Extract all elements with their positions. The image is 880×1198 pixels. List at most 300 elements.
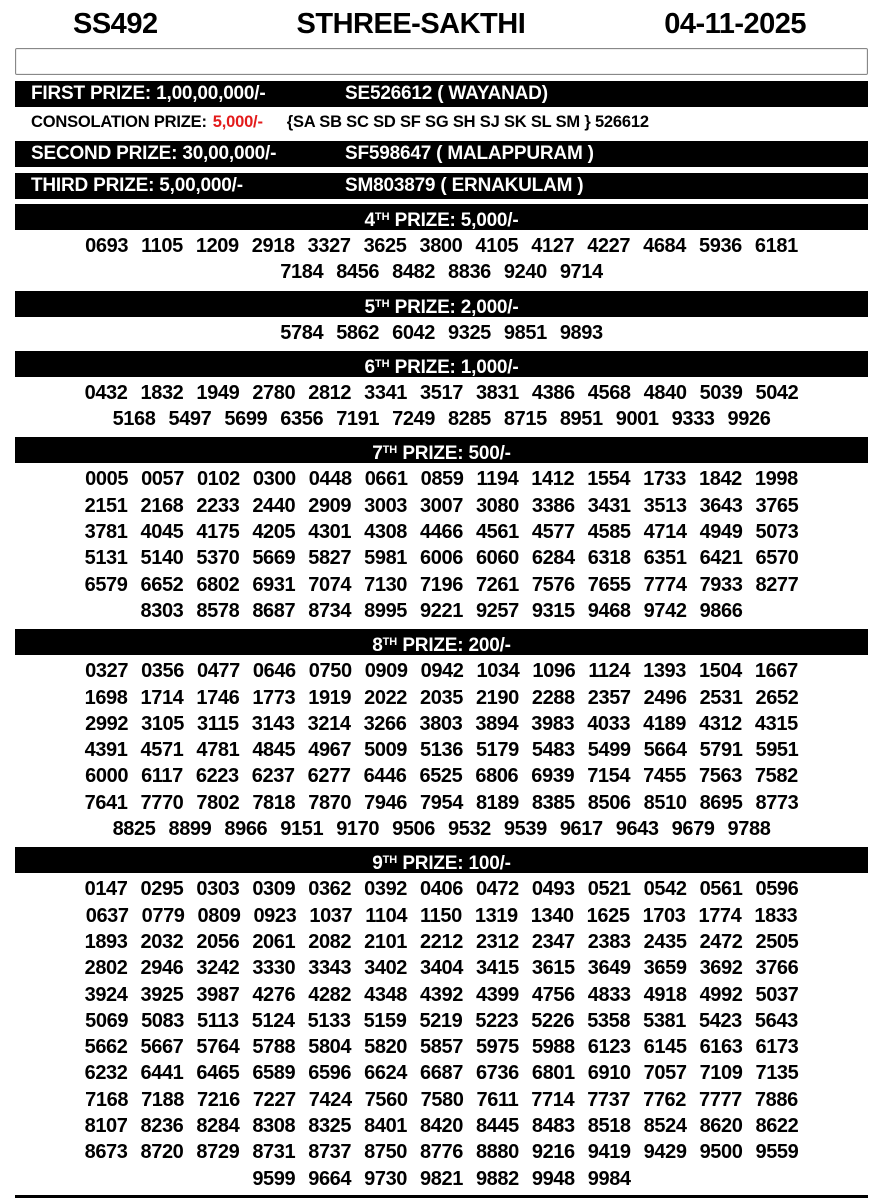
prize-number: 4308	[364, 521, 408, 544]
prize-number: 9539	[503, 818, 547, 841]
prize-number: 1105	[141, 235, 183, 257]
prize-number: 2472	[699, 930, 743, 953]
prize-number: 3659	[643, 957, 687, 980]
prize-number: 3415	[475, 957, 519, 980]
prize-number: 3343	[308, 957, 352, 980]
number-row	[15, 982, 868, 1008]
prize-number: 7714	[531, 1088, 575, 1111]
prize-number: 2505	[755, 930, 799, 953]
prize-number: 3143	[251, 712, 295, 735]
prize-number: 9679	[671, 818, 715, 841]
prize-number: 2032	[140, 930, 184, 953]
prize-number: 5699	[224, 408, 268, 431]
prize-number: 5219	[419, 1009, 463, 1032]
prize-number: 2056	[196, 930, 240, 953]
prize-number: 1703	[642, 904, 686, 927]
number-row	[15, 711, 868, 737]
prize-number: 9419	[587, 1141, 631, 1164]
prize-number: 9315	[531, 599, 575, 622]
prize-number: 5499	[587, 739, 631, 762]
prize-number: 8695	[699, 791, 743, 814]
number-row	[15, 1034, 868, 1060]
prize-number: 6589	[252, 1062, 296, 1085]
prize-number: 7057	[643, 1062, 687, 1085]
prize-number: 3266	[363, 712, 407, 735]
prize-number: 3431	[587, 494, 631, 517]
bottom-rule	[15, 1195, 868, 1198]
prize-number: 6181	[754, 235, 798, 257]
prize-number: 1504	[699, 660, 742, 683]
prize-number: 5820	[364, 1036, 408, 1059]
prize-number: 6318	[587, 547, 631, 570]
number-row	[15, 259, 868, 285]
prize-number: 8284	[196, 1115, 240, 1138]
prize-number: 6596	[308, 1062, 352, 1085]
prize-number: 0646	[252, 660, 296, 683]
prize-number: 8285	[448, 408, 491, 431]
prize-number: 4967	[308, 739, 352, 762]
prize-number: 6687	[420, 1062, 463, 1085]
prize-number: 8236	[140, 1115, 184, 1138]
prize-number: 1998	[754, 468, 798, 491]
prize-number: 0779	[141, 904, 185, 927]
prize-number: 1150	[420, 904, 462, 927]
prize-number: 5083	[141, 1009, 184, 1032]
prize-number: 6579	[84, 573, 128, 596]
prize-number: 5223	[475, 1009, 519, 1032]
prize-number: 3242	[196, 957, 240, 980]
header	[15, 6, 868, 41]
prize-number: 3800	[419, 235, 463, 257]
prize-number: 9926	[727, 408, 771, 431]
prize-number: 8510	[643, 791, 687, 814]
prize-number: 7762	[643, 1088, 687, 1111]
prize-number: 2168	[140, 494, 184, 517]
number-row	[15, 466, 868, 492]
section-header: 9TH PRIZE: 100/-	[15, 847, 868, 873]
prize-number: 2383	[587, 930, 631, 953]
prize-number: 0561	[699, 878, 743, 901]
number-row	[15, 1139, 868, 1165]
prize-number: 4585	[587, 521, 631, 544]
prize-number: 1773	[252, 686, 296, 709]
prize-number: 2812	[308, 381, 352, 404]
prize-number: 4205	[252, 521, 296, 544]
prize-number: 0057	[141, 468, 184, 491]
prize-number: 6910	[587, 1062, 631, 1085]
prize-number: 8456	[336, 261, 380, 284]
prize-number: 0300	[252, 468, 296, 491]
number-row	[15, 1113, 868, 1139]
consolation-series: {SA SB SC SD SF SG SH SJ SK SL SM } 526612	[286, 112, 649, 131]
prize-number: 0309	[252, 878, 296, 901]
first-prize-ticket: SE526612 ( WAYANAD)	[345, 83, 548, 104]
prize-number: 2288	[531, 686, 575, 709]
prize-number: 8482	[392, 261, 435, 284]
prize-number: 7216	[196, 1088, 240, 1111]
prize-number: 9221	[420, 599, 463, 622]
prize-number: 0909	[364, 660, 408, 683]
prize-number: 7954	[420, 791, 463, 814]
prize-number: 7933	[699, 573, 743, 596]
prize-number: 3402	[364, 957, 408, 980]
prize-number: 9333	[671, 408, 715, 431]
prize-number: 4127	[531, 235, 575, 257]
prize-number: 9893	[559, 321, 603, 344]
prize-number: 6173	[755, 1036, 799, 1059]
prize-number: 1209	[195, 235, 239, 257]
number-row	[15, 519, 868, 545]
prize-number: 1842	[699, 468, 742, 491]
number-row	[15, 406, 868, 432]
second-prize-bar	[15, 141, 868, 167]
prize-number: 2061	[252, 930, 296, 953]
prize-number: 9325	[448, 321, 491, 344]
prize-number: 3513	[643, 494, 687, 517]
prize-number: 7135	[755, 1062, 799, 1085]
prize-number: 5857	[420, 1036, 463, 1059]
prize-number: 8737	[308, 1141, 352, 1164]
prize-number: 0859	[420, 468, 464, 491]
prize-number: 5159	[363, 1009, 407, 1032]
prize-number: 2909	[308, 494, 352, 517]
prize-number: 5131	[84, 547, 128, 570]
prize-number: 5827	[308, 547, 352, 570]
prize-number: 0693	[85, 235, 129, 257]
prize-number: 8750	[364, 1141, 408, 1164]
prize-number: 1746	[196, 686, 240, 709]
prize-number: 5643	[754, 1009, 798, 1032]
prize-number: 9151	[280, 818, 324, 841]
prize-number: 8401	[364, 1115, 408, 1138]
prize-number: 8420	[420, 1115, 463, 1138]
prize-number: 2440	[252, 494, 296, 517]
number-row	[15, 1087, 868, 1113]
prize-number: 7074	[308, 573, 352, 596]
prize-number: 2496	[643, 686, 687, 709]
prize-number: 7774	[643, 573, 687, 596]
number-row	[15, 903, 868, 929]
prize-number: 1833	[754, 904, 798, 927]
prize-number: 7580	[420, 1088, 464, 1111]
prize-number: 0005	[85, 468, 129, 491]
prize-number: 2190	[475, 686, 519, 709]
prize-number: 7870	[308, 791, 352, 814]
prize-number: 7582	[754, 765, 798, 788]
prize-number: 6802	[196, 573, 240, 596]
prize-number: 1698	[84, 686, 128, 709]
prize-number: 0661	[364, 468, 408, 491]
prize-number: 0362	[308, 878, 352, 901]
prize-number: 7424	[308, 1088, 352, 1111]
number-row	[15, 763, 868, 789]
prize-number: 8899	[168, 818, 212, 841]
prize-number: 5975	[475, 1036, 519, 1059]
prize-number: 5483	[531, 739, 575, 762]
prize-number: 8189	[475, 791, 519, 814]
prize-number: 4840	[643, 381, 687, 404]
prize-number: 2151	[84, 494, 128, 517]
prize-number: 2780	[252, 381, 296, 404]
prize-number: 8506	[587, 791, 631, 814]
prize-number: 6446	[363, 765, 407, 788]
prize-number: 0392	[364, 878, 408, 901]
prize-number: 8720	[140, 1141, 184, 1164]
prize-number: 1340	[530, 904, 574, 927]
prize-number: 5981	[364, 547, 408, 570]
prize-number: 7946	[364, 791, 408, 814]
prize-number: 7737	[587, 1088, 631, 1111]
prize-number: 5951	[755, 739, 799, 762]
third-prize-ticket: SM803879 ( ERNAKULAM )	[345, 175, 584, 196]
prize-number: 9788	[727, 818, 771, 841]
third-prize-bar	[15, 173, 868, 199]
prize-number: 2035	[420, 686, 463, 709]
prize-number: 0521	[587, 878, 631, 901]
prize-number: 0942	[420, 660, 464, 683]
prize-number: 7770	[140, 791, 184, 814]
prize-number: 0809	[197, 904, 241, 927]
prize-number: 4949	[699, 521, 743, 544]
prize-number: 2347	[531, 930, 575, 953]
number-row	[15, 598, 868, 624]
prize-number: 1096	[532, 660, 576, 683]
prize-number: 3765	[755, 494, 799, 517]
prize-number: 0147	[84, 878, 128, 901]
prize-number: 0295	[140, 878, 184, 901]
prize-number: 8776	[420, 1141, 463, 1164]
prize-number: 1625	[586, 904, 630, 927]
prize-number: 0472	[475, 878, 519, 901]
prize-number: 9664	[308, 1167, 352, 1190]
third-prize-label: THIRD PRIZE: 5,00,000/-	[31, 175, 243, 196]
prize-number: 9643	[615, 818, 659, 841]
prize-number: 8524	[643, 1115, 687, 1138]
prize-number: 8729	[196, 1141, 240, 1164]
prize-number: 5381	[643, 1009, 687, 1032]
prize-number: 9821	[420, 1167, 463, 1190]
number-row	[15, 1060, 868, 1086]
prize-number: 8518	[587, 1115, 631, 1138]
prize-number: 4033	[587, 712, 631, 735]
prize-number: 4386	[531, 381, 575, 404]
prize-number: 6277	[307, 765, 351, 788]
prize-number: 0406	[420, 878, 463, 901]
prize-number: 5073	[755, 521, 799, 544]
number-row	[15, 1166, 868, 1192]
prize-number: 4315	[754, 712, 798, 735]
prize-number: 3327	[307, 235, 351, 257]
prize-number: 6145	[643, 1036, 687, 1059]
prize-number: 6042	[392, 321, 435, 344]
number-row	[15, 545, 868, 571]
prize-number: 9532	[448, 818, 491, 841]
number-row	[15, 929, 868, 955]
prize-number: 9559	[755, 1141, 799, 1164]
prize-number: 8622	[755, 1115, 799, 1138]
draw-number: SS492	[73, 8, 158, 40]
prize-section	[15, 629, 868, 842]
prize-number: 7560	[364, 1088, 408, 1111]
empty-banner	[15, 48, 868, 75]
prize-number: 8303	[140, 599, 184, 622]
prize-number: 2802	[84, 957, 128, 980]
prize-number: 8995	[364, 599, 408, 622]
prize-number: 8966	[224, 818, 268, 841]
prize-number: 5804	[308, 1036, 352, 1059]
prize-number: 1832	[140, 381, 184, 404]
prize-number: 7455	[643, 765, 687, 788]
prize-number: 1554	[587, 468, 631, 491]
prize-number: 8715	[503, 408, 547, 431]
prize-number: 7641	[84, 791, 128, 814]
prize-number: 6806	[475, 765, 519, 788]
second-prize-ticket: SF598647 ( MALAPPURAM )	[345, 143, 594, 164]
prize-number: 9506	[392, 818, 435, 841]
prize-number: 5069	[85, 1009, 129, 1032]
prize-number: 5667	[140, 1036, 184, 1059]
prize-number: 6006	[420, 547, 463, 570]
prize-number: 0477	[196, 660, 240, 683]
prize-number: 4466	[420, 521, 463, 544]
prize-number: 1319	[474, 904, 518, 927]
prize-number: 0493	[531, 878, 575, 901]
prize-number: 4392	[420, 983, 463, 1006]
prize-number: 6163	[699, 1036, 743, 1059]
prize-number: 0596	[755, 878, 799, 901]
prize-number: 6736	[475, 1062, 519, 1085]
prize-number: 7611	[476, 1088, 519, 1111]
prize-number: 7168	[85, 1088, 129, 1111]
prize-number: 4391	[84, 739, 128, 762]
prize-number: 3615	[531, 957, 575, 980]
prize-number: 4561	[475, 521, 519, 544]
prize-number: 4918	[643, 983, 687, 1006]
prize-number: 5788	[252, 1036, 296, 1059]
prize-number: 3925	[140, 983, 184, 1006]
prize-number: 3987	[196, 983, 240, 1006]
prize-number: 6237	[251, 765, 295, 788]
prize-number: 1949	[196, 381, 240, 404]
prize-number: 1194	[476, 468, 519, 491]
prize-number: 4756	[531, 983, 575, 1006]
prize-number: 4577	[531, 521, 575, 544]
second-prize-label: SECOND PRIZE: 30,00,000/-	[31, 143, 277, 164]
number-row	[15, 380, 868, 406]
prize-number: 4781	[196, 739, 240, 762]
prize-number: 5039	[699, 381, 743, 404]
prize-number: 5423	[699, 1009, 742, 1032]
prize-number: 8620	[699, 1115, 743, 1138]
prize-number: 4571	[140, 739, 184, 762]
prize-number: 7655	[587, 573, 631, 596]
prize-number: 3115	[196, 712, 239, 735]
prize-number: 1714	[140, 686, 184, 709]
lottery-name: STHREE-SAKTHI	[296, 8, 526, 40]
prize-number: 4714	[643, 521, 687, 544]
prize-number: 4568	[587, 381, 631, 404]
prize-number: 6939	[531, 765, 575, 788]
number-row	[15, 572, 868, 598]
prize-number: 2946	[140, 957, 184, 980]
prize-number: 4833	[587, 983, 631, 1006]
prize-number: 8880	[475, 1141, 519, 1164]
prize-number: 8483	[531, 1115, 575, 1138]
prize-number: 2652	[755, 686, 799, 709]
prize-number: 8385	[531, 791, 575, 814]
prize-number: 3003	[364, 494, 408, 517]
prize-number: 4312	[699, 712, 742, 735]
prize-number: 7188	[141, 1088, 184, 1111]
prize-number: 5113	[196, 1009, 239, 1032]
prize-number: 5009	[364, 739, 408, 762]
section-header: 7TH PRIZE: 500/-	[15, 437, 868, 463]
prize-number: 4227	[587, 235, 631, 257]
prize-number: 6223	[195, 765, 239, 788]
prize-number: 1667	[754, 660, 798, 683]
number-row	[15, 790, 868, 816]
prize-number: 3625	[363, 235, 407, 257]
prize-number: 7130	[364, 573, 408, 596]
prize-number: 9001	[615, 408, 659, 431]
prize-number: 5042	[755, 381, 799, 404]
prize-number: 4045	[140, 521, 184, 544]
prize-number: 7576	[531, 573, 575, 596]
prize-number: 1919	[308, 686, 352, 709]
prize-number: 5179	[475, 739, 519, 762]
prize-number: 9714	[559, 261, 603, 284]
prize-number: 4348	[364, 983, 408, 1006]
prize-number: 6931	[252, 573, 296, 596]
draw-date: 04-11-2025	[664, 8, 806, 40]
consolation-prize-row	[15, 109, 868, 135]
prize-number: 2212	[420, 930, 463, 953]
prize-number: 5791	[699, 739, 743, 762]
prize-number: 6465	[196, 1062, 240, 1085]
number-row	[15, 1008, 868, 1034]
prize-number: 3643	[699, 494, 743, 517]
prize-number: 3007	[420, 494, 463, 517]
prize-number: 7818	[252, 791, 296, 814]
prize-number: 0448	[308, 468, 352, 491]
prize-number: 5784	[280, 321, 324, 344]
prize-number: 7777	[699, 1088, 742, 1111]
prize-number: 1774	[698, 904, 742, 927]
prize-number: 9599	[252, 1167, 296, 1190]
prize-number: 1124	[588, 660, 631, 683]
prize-number: 0102	[196, 468, 240, 491]
prize-number: 5168	[112, 408, 156, 431]
prize-number: 8308	[252, 1115, 296, 1138]
prize-section	[15, 847, 868, 1192]
prize-number: 5226	[531, 1009, 575, 1032]
prize-number: 9500	[699, 1141, 743, 1164]
prize-number: 4276	[252, 983, 296, 1006]
prize-number: 6356	[280, 408, 324, 431]
prize-number: 2531	[699, 686, 743, 709]
prize-number: 9468	[587, 599, 631, 622]
prize-number: 8773	[755, 791, 799, 814]
prize-number: 6421	[699, 547, 743, 570]
prize-number: 3781	[84, 521, 128, 544]
prize-number: 5764	[196, 1036, 240, 1059]
prize-number: 7802	[196, 791, 240, 814]
prize-number: 6441	[140, 1062, 184, 1085]
prize-number: 0923	[253, 904, 297, 927]
prize-number: 3330	[252, 957, 296, 980]
prize-number: 5862	[336, 321, 380, 344]
number-row	[15, 320, 868, 346]
